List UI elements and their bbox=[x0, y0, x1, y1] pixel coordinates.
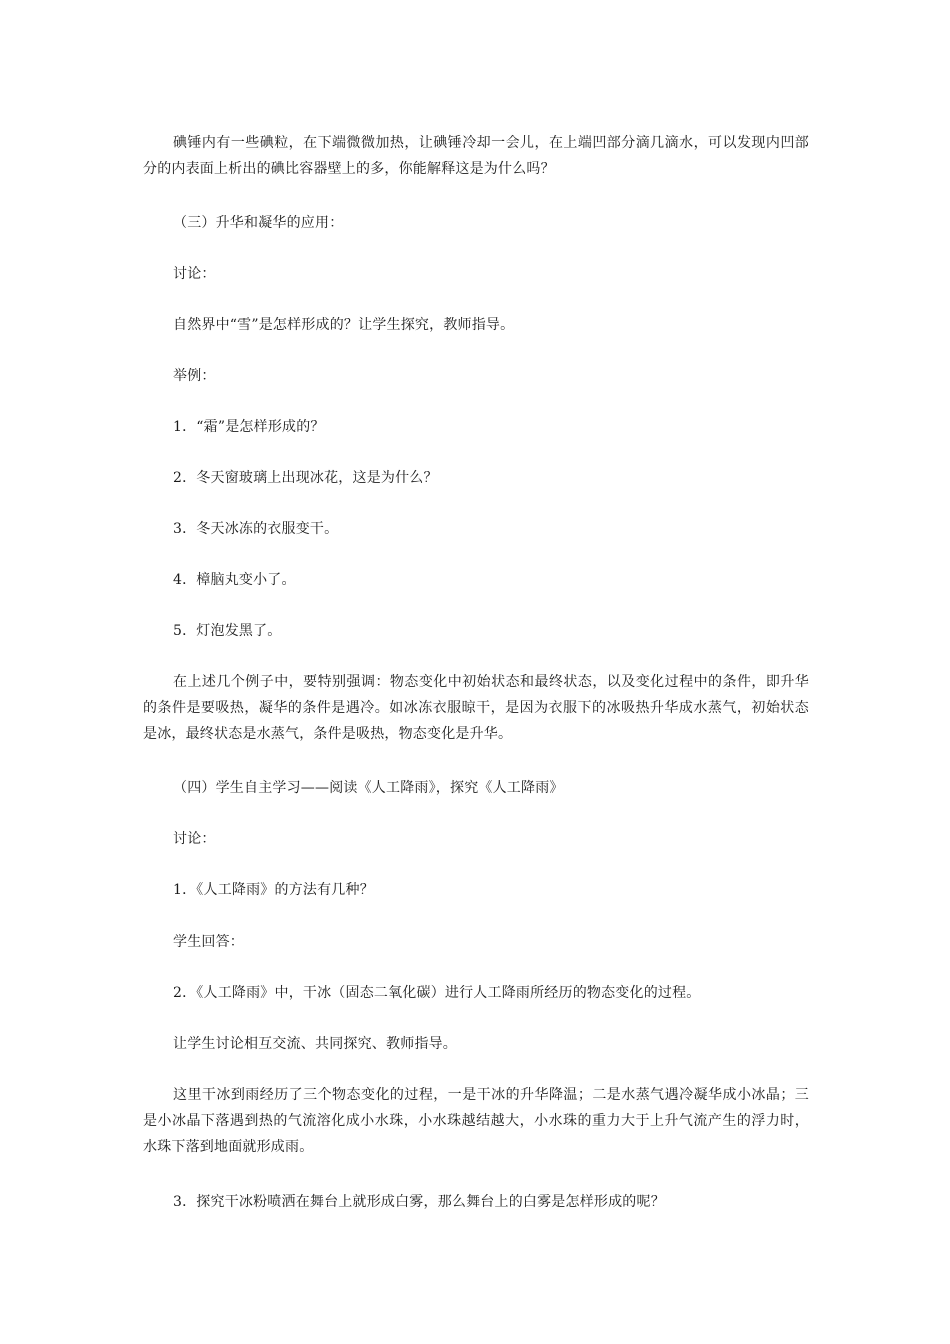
example-item: 2．冬天窗玻璃上出现冰花，这是为什么？ bbox=[173, 470, 438, 486]
student-answer-label: 学生回答： bbox=[173, 934, 244, 950]
paragraph-dry-ice: 这里干冰到雨经历了三个物态变化的过程，一是干冰的升华降温；二是水蒸气遇冷凝华成小冰晶；三是小冰晶下落遇到热的气流溶化成小水珠，小水珠越结越大，小水珠的重力大于上升气流产生的浮力时，水珠下落到地面就形成雨。 bbox=[143, 1087, 809, 1155]
snow-question: 自然界中“雪”是怎样形成的？让学生探究，教师指导。 bbox=[173, 317, 515, 333]
question-2: 2．《人工降雨》中，干冰（固态二氧化碳）进行人工降雨所经历的物态变化的过程。 bbox=[173, 985, 701, 1001]
paragraph-emphasis: 在上述几个例子中，要特别强调：物态变化中初始状态和最终状态，以及变化过程中的条件，即升华的条件是要吸热，凝华的条件是遇冷。如冰冻衣服晾干，是因为衣服下的冰吸热升华成水蒸气，初始状态是冰，最终状态是水蒸气，条件是吸热，物态变化是升华。 bbox=[143, 674, 809, 742]
example-item: 1．“霜”是怎样形成的？ bbox=[173, 419, 325, 435]
discussion-label: 讨论： bbox=[173, 266, 216, 282]
examples-label: 举例： bbox=[173, 368, 216, 384]
example-item: 5．灯泡发黑了。 bbox=[173, 623, 282, 639]
question-1: 1．《人工降雨》的方法有几种？ bbox=[173, 882, 374, 898]
paragraph-iodine-hammer: 碘锤内有一些碘粒，在下端微微加热，让碘锤冷却一会儿，在上端凹部分滴几滴水，可以发现内凹部分的内表面上析出的碘比容器壁上的多，你能解释这是为什么吗？ bbox=[143, 135, 809, 177]
example-item: 4．樟脑丸变小了。 bbox=[173, 572, 296, 588]
discussion-instruction: 让学生讨论相互交流、共同探究、教师指导。 bbox=[173, 1036, 457, 1052]
example-item: 3．冬天冰冻的衣服变干。 bbox=[173, 521, 339, 537]
discussion-label: 讨论： bbox=[173, 831, 216, 847]
question-3: 3．探究干冰粉喷洒在舞台上就形成白雾，那么舞台上的白雾是怎样形成的呢？ bbox=[173, 1194, 665, 1210]
section-heading-applications: （三）升华和凝华的应用： bbox=[173, 215, 344, 231]
section-heading-artificial-rain: （四）学生自主学习——阅读《人工降雨》，探究《人工降雨》 bbox=[173, 780, 564, 796]
